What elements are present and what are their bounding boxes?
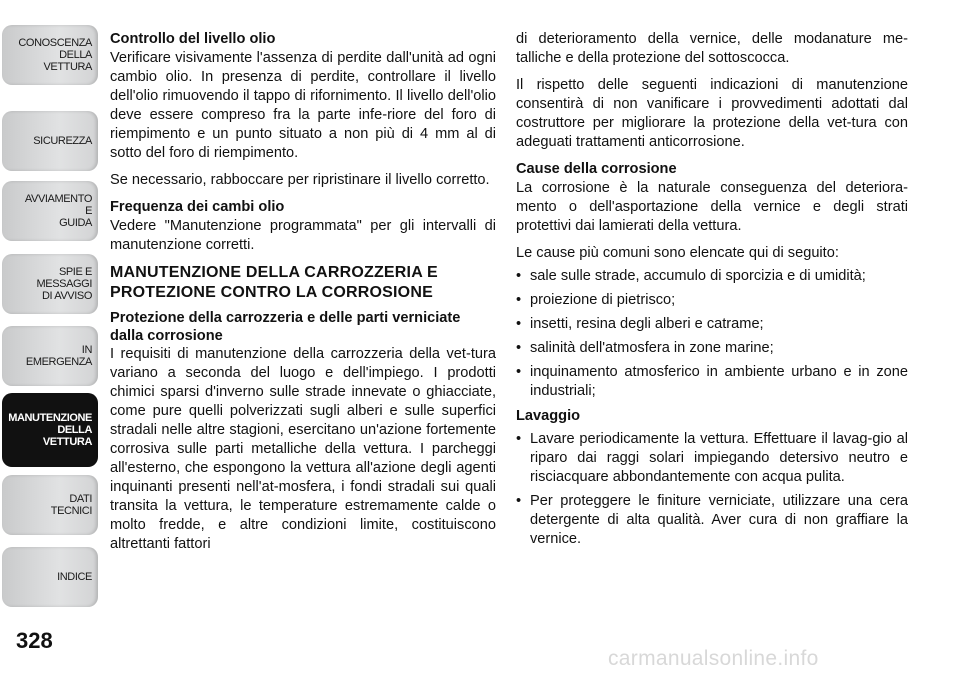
list-item: • Per proteggere le finiture verniciate, utilizzare una cera detergente di alta qualità. Aver cura di non graffiare la vernice. [516, 492, 908, 549]
tab-label-line: DELLA [59, 49, 92, 61]
oil-change-heading: Frequenza dei cambi olio [110, 199, 285, 215]
causes-heading: Cause della corrosione [516, 161, 677, 177]
tab-label-line: SPIE E [58, 266, 92, 278]
tab-label-line: IN [81, 344, 92, 356]
tab-sicurezza[interactable] [2, 111, 98, 171]
tab-avviamento-e-guida[interactable] [2, 181, 98, 241]
tab-label-line: CONOSCENZA [18, 37, 92, 49]
tab-label-line: DATI [69, 493, 92, 505]
page-number: 328 [16, 628, 53, 653]
chapter-sidebar [0, 0, 100, 678]
tab-conoscenza-della-vettura[interactable] [2, 25, 98, 85]
watermark: carmanualsonline.info [608, 647, 819, 670]
right-column [516, 30, 908, 555]
tab-label-line: GUIDA [59, 217, 92, 229]
tab-in-emergenza[interactable] [2, 326, 98, 386]
tab-label-line: TECNICI [50, 505, 92, 517]
tab-dati-tecnici[interactable] [2, 475, 98, 535]
wash-list [516, 430, 908, 549]
tab-label-line: MESSAGGI [36, 278, 92, 290]
oil-level-paragraph: Verificare visivamente l'assenza di perdite dall'unità ad ogni cambio olio. In presenza di perdite, controllare il livello dell'olio rimuovendo il tappo di rifornimento. Il livello dell'olio deve essere compreso fra la parte infe-riore del foro di riempimento e un punto situato a non più di 4 mm al di sotto del foro di riempimento. [110, 50, 496, 161]
tab-label-line: DELLA [57, 424, 92, 436]
tab-indice[interactable] [2, 547, 98, 607]
tab-label-line: VETTURA [42, 436, 92, 448]
list-item: • salinità dell'atmosfera in zone marine; [516, 339, 908, 358]
tab-label-line: INDICE [57, 571, 92, 583]
continuation-paragraph: di deterioramento della vernice, delle modanature me-talliche e della protezione del sottoscocca. [516, 31, 908, 66]
respect-paragraph: Il rispetto delle seguenti indicazioni di manutenzione consentirà di non vanificare i provvedimenti adottati dal costruttore per migliorare la protezione della vet-tura con adeguati trattamenti anticorrosione. [516, 77, 908, 150]
section-heading: MANUTENZIONE DELLA CARROZZERIA E PROTEZIONE CONTRO LA CORROSIONE [110, 264, 438, 301]
causes-paragraph: La corrosione è la naturale conseguenza del deteriora-mento o dell'asportazione della vernice e degli strati protettivi dai lamierati della vettura. [516, 180, 908, 234]
causes-list-intro: Le cause più comuni sono elencate qui di seguito: [516, 245, 839, 261]
tab-label-line: EMERGENZA [25, 356, 92, 368]
oil-level-heading: Controllo del livello olio [110, 31, 276, 47]
tab-label-line: DI AVVISO [42, 290, 92, 302]
left-column [110, 30, 496, 562]
list-item: • proiezione di pietrisco; [516, 291, 908, 310]
causes-list [516, 267, 908, 401]
protection-paragraph: I requisiti di manutenzione della carrozzeria della vet-tura variano a seconda del luogo e dell'impiego. I prodotti chimici sparsi d'inverno sulle strade innevate o ghiacciate, come pure quelli polverizzati sugli alberi e sulle superfici stradali nelle altre stagioni, esercitano un'azione fortemente corrosiva sulle parti metalliche della vettura. I parcheggi all'esterno, che espongono la vettura all'azione degli agenti inquinanti presenti nell'at-mosfera, i fondi stradali sui quali transita la vettura, le temperature estremamente calde o molto fredde, e altre condizioni limite, costituiscono altrettanti fattori [110, 346, 496, 552]
wash-heading: Lavaggio [516, 408, 581, 424]
tab-label-line: SICUREZZA [33, 135, 92, 147]
list-item: • insetti, resina degli alberi e catrame; [516, 315, 908, 334]
list-item: • Lavare periodicamente la vettura. Effettuare il lavag-gio al riparo dai raggi solari impiegando detersivo neutro e risciacquare abbondantemente con acqua pulita. [516, 430, 908, 487]
tab-label-line: E [85, 205, 92, 217]
tab-manutenzione-della-vettura[interactable] [2, 393, 98, 467]
list-item: • sale sulle strade, accumulo di sporcizia e di umidità; [516, 267, 908, 286]
tab-label-line: MANUTENZIONE [8, 412, 92, 424]
tab-spie-e-messaggi[interactable] [2, 254, 98, 314]
tab-label-line: VETTURA [43, 61, 92, 73]
oil-level-paragraph-2: Se necessario, rabboccare per ripristinare il livello corretto. [110, 172, 490, 188]
oil-change-paragraph: Vedere "Manutenzione programmata" per gli intervalli di manutenzione corretti. [110, 218, 496, 253]
tab-label-line: AVVIAMENTO [24, 193, 92, 205]
protection-heading: Protezione della carrozzeria e delle parti verniciate dalla corrosione [110, 310, 461, 344]
list-item: • inquinamento atmosferico in ambiente urbano e in zone industriali; [516, 363, 908, 401]
